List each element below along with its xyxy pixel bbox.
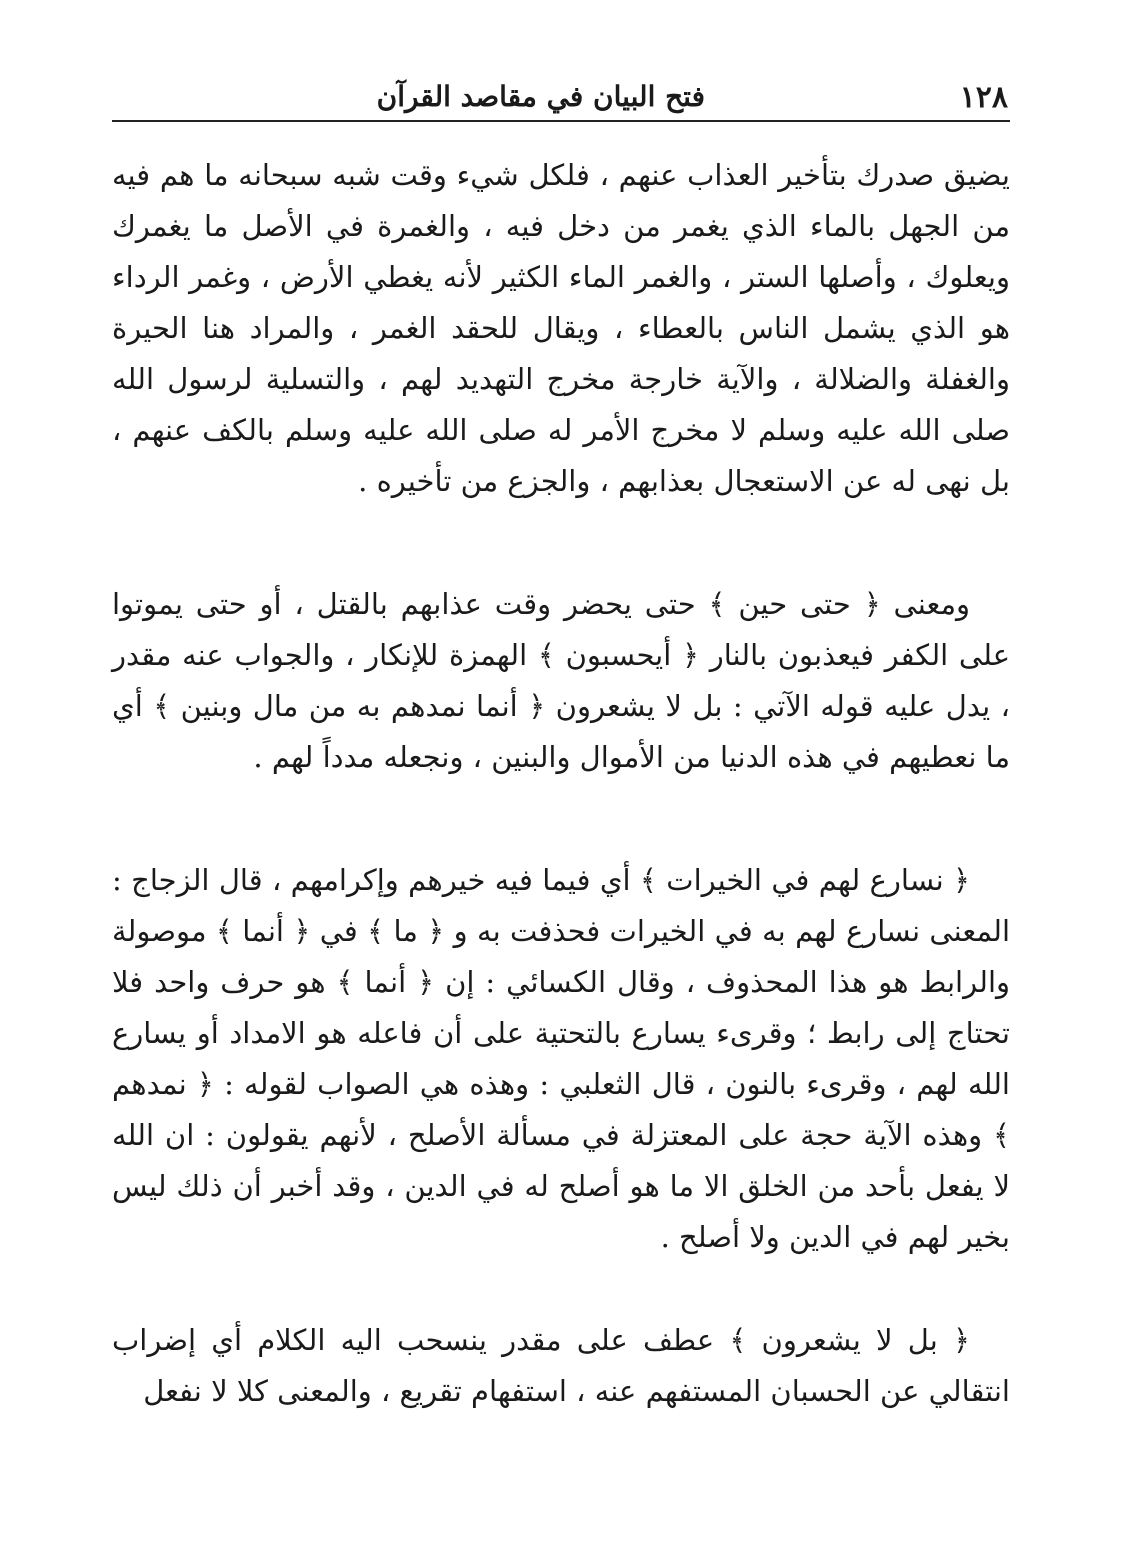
paragraph: يضيق صدرك بتأخير العذاب عنهم ، فلكل شيء وقت شبه سبحانه ما هم فيه من الجهل بالماء الذي يغمر من دخل فيه ، والغمرة في الأصل ما يغمرك ويعلوك ، وأصلها الستر ، والغمر الماء الكثير لأنه يغطي الأرض ، وغمر الرداء هو الذي يشمل الناس بالعطاء ، ويقال للحقد الغمر ، والمراد هنا الحيرة والغفلة والضلالة ، والآية خارجة مخرج التهديد لهم ، والتسلية لرسول الله صلى الله عليه وسلم لا مخرج الأمر له صلى الله عليه وسلم بالكف عنهم ، بل نهى له عن الاستعجال بعذابهم ، والجزع من تأخيره .	[112, 158, 1010, 498]
paragraph: ﴿ بل لا يشعرون ﴾ عطف على مقدر ينسحب اليه الكلام أي إضراب انتقالي عن الحسبان المستفهم عنه ، استفهام تقريع ، والمعنى كلا لا نفعل	[112, 1323, 1010, 1408]
paragraph: ومعنى ﴿ حتى حين ﴾ حتى يحضر وقت عذابهم بالقتل ، أو حتى يموتوا على الكفر فيعذبون بالنار ﴿ أيحسبون ﴾ الهمزة للإنكار ، والجواب عنه مقدر ، يدل عليه قوله الآتي : بل لا يشعرون ﴿ أنما نمدهم به من مال وبنين ﴾ أي ما نعطيهم في هذه الدنيا من الأموال والبنين ، ونجعله مدداً لهم .	[112, 587, 1010, 774]
running-title: فتح البيان في مقاصد القرآن	[376, 80, 705, 113]
page-number: ١٢٨	[959, 80, 1008, 115]
page-header	[112, 76, 1010, 122]
page-body	[112, 150, 1010, 1417]
paragraph: ﴿ نسارع لهم في الخيرات ﴾ أي فيما فيه خيرهم وإكرامهم ، قال الزجاج : المعنى نسارع لهم به في الخيرات فحذفت به و ﴿ ما ﴾ في ﴿ أنما ﴾ موصولة والرابط هو هذا المحذوف ، وقال الكسائي : إن ﴿ أنما ﴾ هو حرف واحد فلا تحتاج إلى رابط ؛ وقرىء يسارع بالتحتية على أن فاعله هو الامداد أو يسارع الله لهم ، وقرىء بالنون ، قال الثعلبي : وهذه هي الصواب لقوله : ﴿ نمدهم ﴾ وهذه الآية حجة على المعتزلة في مسألة الأصلح ، لأنهم يقولون : ان الله لا يفعل بأحد من الخلق الا ما هو أصلح له في الدين ، وقد أخبر أن ذلك ليس بخير لهم في الدين ولا أصلح .	[112, 863, 1011, 1254]
